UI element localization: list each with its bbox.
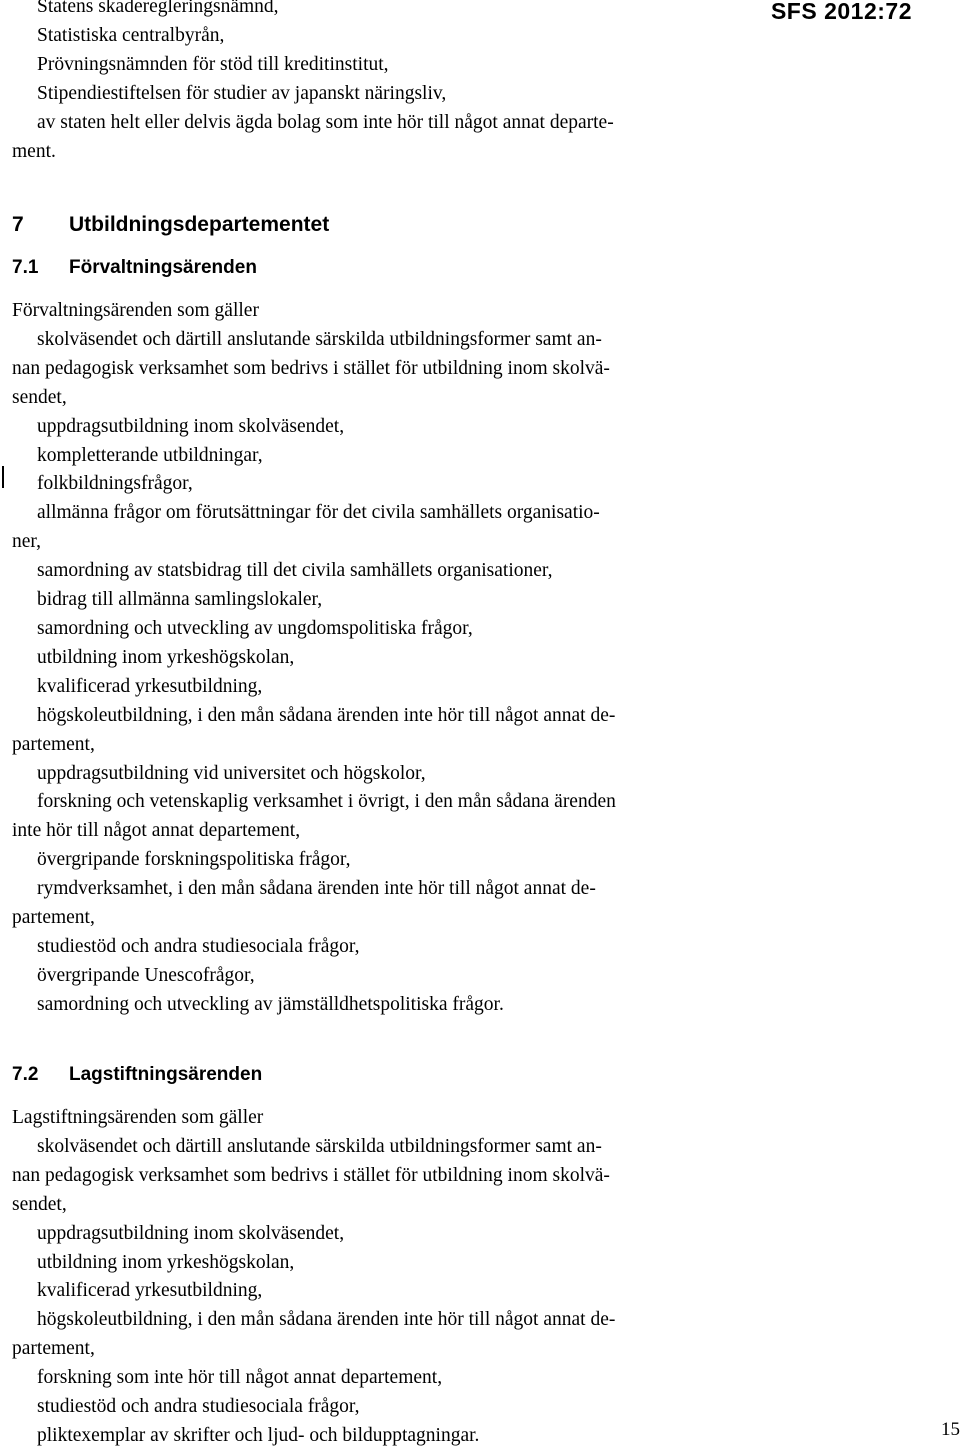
list-item: samordning och utveckling av jämställdhetspolitiska frågor. <box>37 993 504 1015</box>
chapter-heading <box>12 213 329 237</box>
section-title: Lagstiftningsärenden <box>69 1064 263 1085</box>
list-item-continuation: sendet, <box>12 1193 67 1215</box>
chapter-number: 7 <box>12 213 24 236</box>
list-item: Statens skaderegleringsnämnd, <box>37 0 279 17</box>
list-item-continuation: inte hör till något annat departement, <box>12 820 301 842</box>
section-7-2-list <box>12 1104 740 1451</box>
list-item: samordning av statsbidrag till det civila samhällets organisationer, <box>37 560 553 582</box>
list-item-continuation: ner, <box>12 531 41 553</box>
list-item: Prövningsnämnden för stöd till kreditinstitut, <box>37 53 389 75</box>
section-title: Förvaltningsärenden <box>69 257 257 278</box>
list-item: av staten helt eller delvis ägda bolag som inte hör till något annat departe- <box>37 111 614 133</box>
list-item-continuation: partement, <box>12 907 95 929</box>
list-item: högskoleutbildning, i den mån sådana ärenden inte hör till något annat de- <box>37 1309 616 1331</box>
list-item: Stipendiestiftelsen för studier av japanskt näringsliv, <box>37 82 447 104</box>
sfs-code: SFS 2012:72 <box>770 0 912 24</box>
list-item: utbildning inom yrkeshögskolan, <box>37 646 295 668</box>
continued-list <box>12 0 740 166</box>
chapter-title: Utbildningsdepartementet <box>69 213 330 236</box>
list-item-continuation: partement, <box>12 1338 95 1360</box>
list-item: högskoleutbildning, i den mån sådana ärenden inte hör till något annat de- <box>37 704 616 726</box>
list-item: kompletterande utbildningar, <box>37 444 263 466</box>
list-item-continuation: nan pedagogisk verksamhet som bedrivs i stället för utbildning inom skolvä- <box>12 357 610 379</box>
list-item: studiestöd och andra studiesociala frågor, <box>37 1396 360 1418</box>
list-item: Statistiska centralbyrån, <box>37 24 225 46</box>
list-item: pliktexemplar av skrifter och ljud- och bildupptagningar. <box>37 1424 480 1446</box>
list-item: folkbildningsfrågor, <box>37 473 193 495</box>
section-7-2-items <box>12 1133 740 1451</box>
list-item: uppdragsutbildning inom skolväsendet, <box>37 415 345 437</box>
list-item: allmänna frågor om förutsättningar för det civila samhällets organisatio- <box>37 502 600 524</box>
list-item: rymdverksamhet, i den mån sådana ärenden inte hör till något annat de- <box>37 878 596 900</box>
page-number: 15 <box>941 1419 960 1440</box>
section-heading-7-2 <box>12 1064 262 1086</box>
list-item: övergripande Unescofrågor, <box>37 964 255 986</box>
list-item: skolväsendet och därtill anslutande särskilda utbildningsformer samt an- <box>37 1135 602 1157</box>
section-intro: Förvaltningsärenden som gäller <box>12 300 259 321</box>
section-7-1-list <box>12 297 740 1020</box>
list-item-continuation: nan pedagogisk verksamhet som bedrivs i stället för utbildning inom skolvä- <box>12 1164 610 1186</box>
change-bar <box>2 466 4 488</box>
section-number: 7.1 <box>12 257 39 278</box>
list-item-continuation: ment. <box>12 140 56 162</box>
list-item: forskning som inte hör till något annat departement, <box>37 1367 443 1389</box>
list-item: forskning och vetenskaplig verksamhet i övrigt, i den mån sådana ärenden <box>37 791 616 813</box>
list-item: uppdragsutbildning inom skolväsendet, <box>37 1222 345 1244</box>
list-item-continuation: partement, <box>12 733 95 755</box>
section-7-1-items <box>12 326 740 1020</box>
list-item: studiestöd och andra studiesociala frågor, <box>37 935 360 957</box>
list-item: samordning och utveckling av ungdomspolitiska frågor, <box>37 617 473 639</box>
list-item: kvalificerad yrkesutbildning, <box>37 675 263 697</box>
list-item: utbildning inom yrkeshögskolan, <box>37 1251 295 1273</box>
section-heading-7-1 <box>12 257 257 279</box>
list-item: övergripande forskningspolitiska frågor, <box>37 849 351 871</box>
list-item: skolväsendet och därtill anslutande särskilda utbildningsformer samt an- <box>37 328 602 350</box>
section-intro: Lagstiftningsärenden som gäller <box>12 1107 264 1128</box>
list-item: kvalificerad yrkesutbildning, <box>37 1280 263 1302</box>
section-number: 7.2 <box>12 1064 39 1085</box>
list-item: bidrag till allmänna samlingslokaler, <box>37 589 323 611</box>
list-item: uppdragsutbildning vid universitet och högskolor, <box>37 762 426 784</box>
list-item-continuation: sendet, <box>12 386 67 408</box>
